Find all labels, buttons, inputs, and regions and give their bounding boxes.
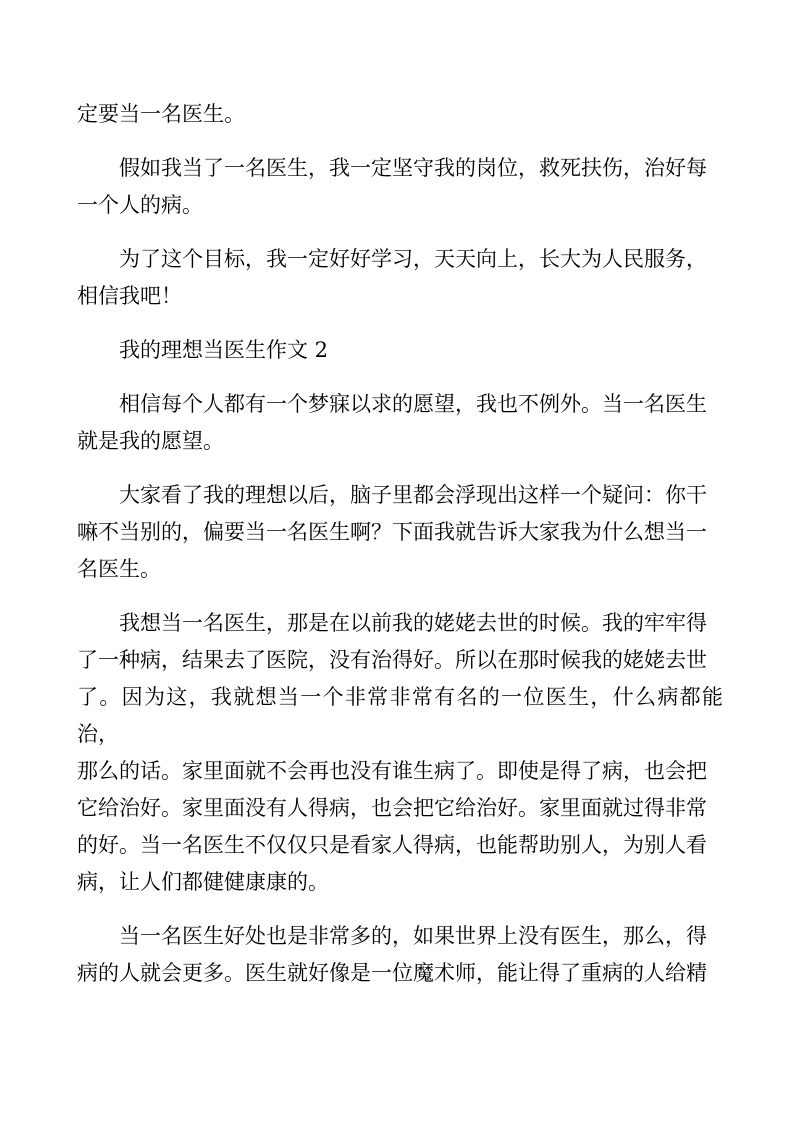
paragraph: 为了这个目标，我一定好好学习，天天向上，长大为人民服务， 相信我吧！ (77, 247, 707, 308)
paragraph: 假如我当了一名医生，我一定坚守我的岗位，救死扶伤，治好每 一个人的病。 (77, 156, 707, 217)
document-body (77, 96, 723, 1009)
paragraph: 我想当一名医生，那是在以前我的姥姥去世的时候。我的牢牢得 了一种病，结果去了医院，没有治得好。所以在那时候我的姥姥去世 了。因为这，我就想当一个非常非常有名的一位医生，什么病都能治， 那么的话。家里面就不会再也没有谁生病了。即使是得了病，也会把 它给治好。家里面没有人得病，也会把它给治好。家里面就过得非常 的好。当一名医生不仅仅只是看家人得病，也能帮助别人，为别人看 病，让人们都健健康康的。 (77, 611, 723, 894)
paragraph: 相信每个人都有一个梦寐以求的愿望，我也不例外。当一名医生 就是我的愿望。 (77, 392, 707, 453)
essay-title: 我的理想当医生作文 2 (119, 338, 329, 362)
paragraph: 大家看了我的理想以后，脑子里都会浮现出这样一个疑问：你干 嘛不当别的，偏要当一名医生啊？下面我就告诉大家我为什么想当一 名医生。 (77, 483, 707, 581)
paragraph: 当一名医生好处也是非常多的，如果世界上没有医生，那么，得 病的人就会更多。医生就好像是一位魔术师，能让得了重病的人给精 (77, 924, 707, 985)
paragraph-continuation: 定要当一名医生。 (77, 102, 245, 126)
